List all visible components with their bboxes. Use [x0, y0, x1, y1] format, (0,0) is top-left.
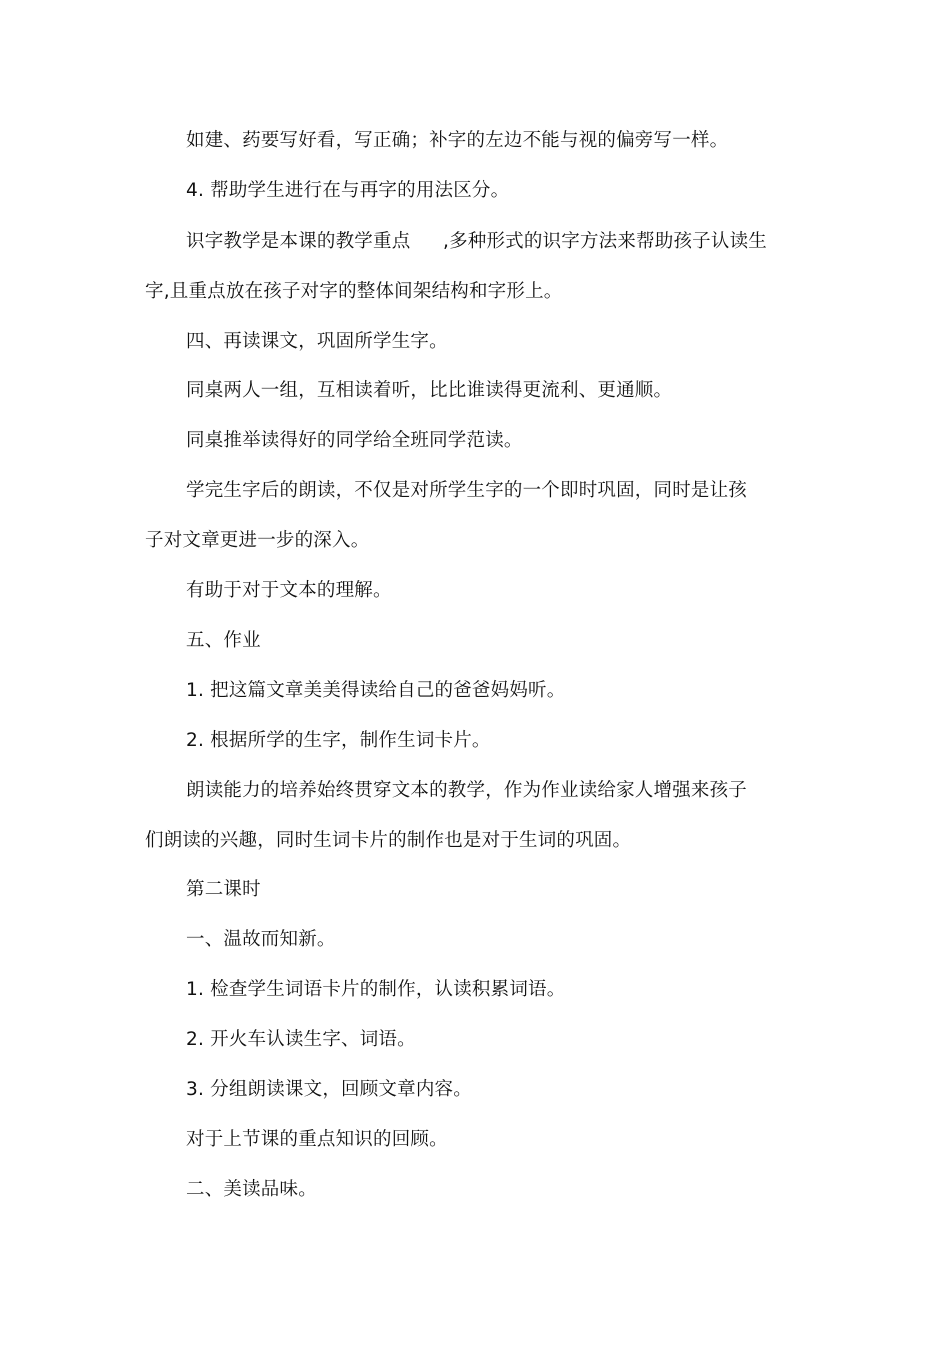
section-heading: 一、温故而知新。 [186, 929, 336, 950]
list-item: 2. 根据所学的生字，制作生词卡片。 [186, 730, 491, 751]
text-line: 对于上节课的重点知识的回顾。 [186, 1129, 448, 1150]
section-heading: 第二课时 [186, 879, 261, 900]
list-item: 1. 检查学生词语卡片的制作，认读积累词语。 [186, 979, 566, 1000]
text-line: ,多种形式的识字方法来帮助孩子认读生 [443, 231, 767, 252]
text-line: 学完生字后的朗读，不仅是对所学生字的一个即时巩固，同时是让孩 [186, 480, 748, 501]
text-line: 子对文章更进一步的深入。 [145, 530, 370, 551]
section-heading: 四、再读课文，巩固所学生字。 [186, 331, 448, 352]
text-line: 字,且重点放在孩子对字的整体间架结构和字形上。 [145, 281, 563, 302]
list-item: 4. 帮助学生进行在与再字的用法区分。 [186, 180, 510, 201]
text-line: 如建、药要写好看，写正确；补字的左边不能与视的偏旁写一样。 [186, 130, 729, 151]
text-line: 识字教学是本课的教学重点 [186, 231, 411, 252]
section-heading: 二、美读品味。 [186, 1179, 317, 1200]
list-item: 2. 开火车认读生字、词语。 [186, 1029, 416, 1050]
text-line: 同桌推举读得好的同学给全班同学范读。 [186, 430, 523, 451]
list-item: 1. 把这篇文章美美得读给自己的爸爸妈妈听。 [186, 680, 566, 701]
text-line: 朗读能力的培养始终贯穿文本的教学，作为作业读给家人增强来孩子 [186, 780, 748, 801]
text-line: 们朗读的兴趣，同时生词卡片的制作也是对于生词的巩固。 [145, 830, 632, 851]
section-heading: 五、作业 [186, 630, 261, 651]
text-line: 有助于对于文本的理解。 [186, 580, 392, 601]
text-line: 同桌两人一组，互相读着听，比比谁读得更流利、更通顺。 [186, 380, 673, 401]
list-item: 3. 分组朗读课文，回顾文章内容。 [186, 1079, 472, 1100]
